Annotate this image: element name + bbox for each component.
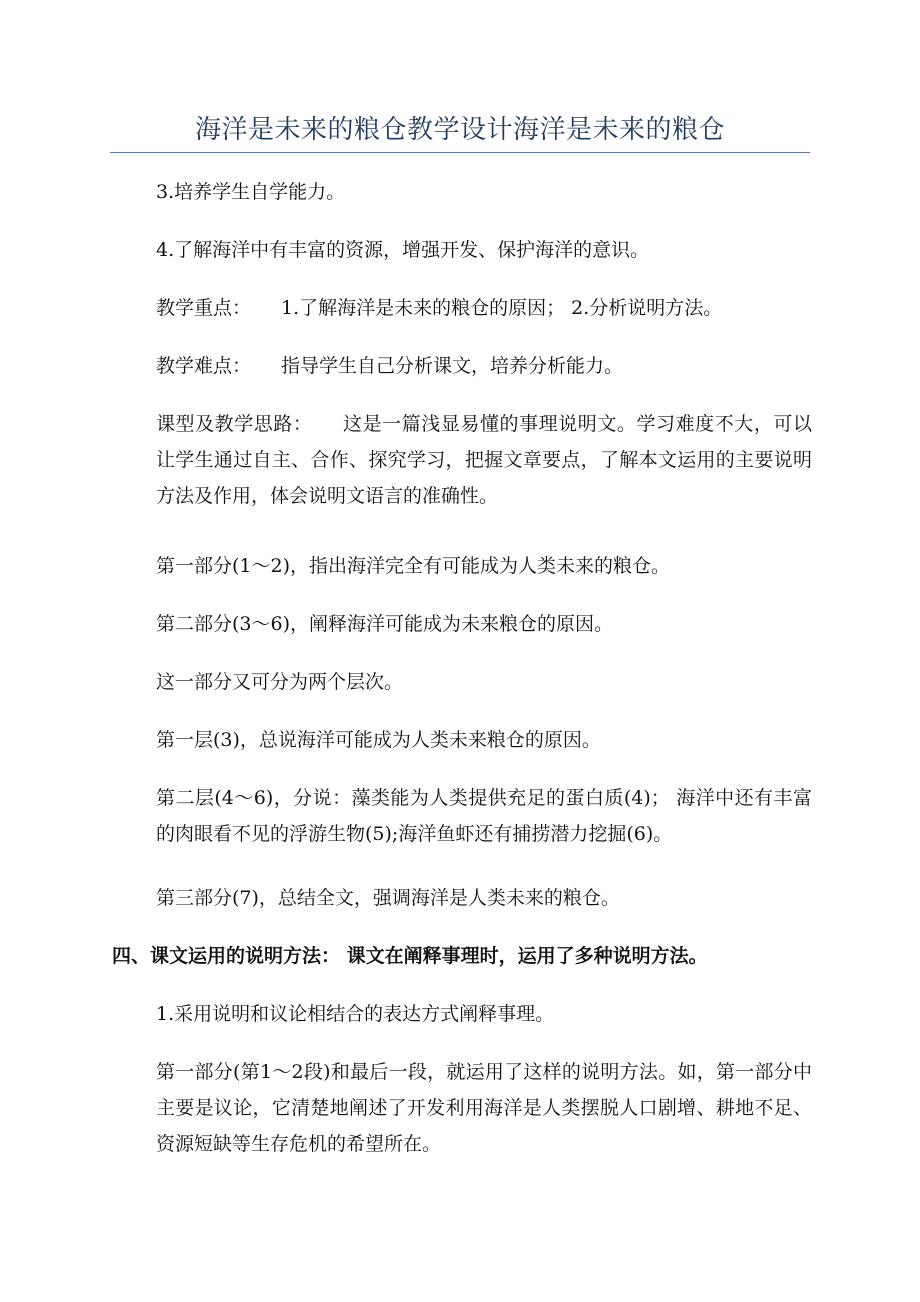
section-heading-methods: 四、课文运用的说明方法： 课文在阐释事理时，运用了多种说明方法。 [112,945,708,967]
paragraph-method-1-example: 第一部分(第1～2段)和最后一段，就运用了这样的说明方法。如，第一部分中主要是议论，它清楚地阐述了开发利用海洋是人类摆脱人口剧增、耕地不足、资源短缺等生存危机的希望所在。 [156,1061,812,1155]
paragraph-part-three: 第三部分(7)，总结全文，强调海洋是人类未来的粮仓。 [156,887,620,909]
lesson-approach-label: 课型及教学思路： [156,413,313,435]
paragraph-difficulty [112,348,812,384]
difficulty-label: 教学难点： [156,355,252,377]
paragraph-part-one: 第一部分(1～2)，指出海洋完全有可能成为人类未来的粮仓。 [156,555,671,577]
page-title: 海洋是未来的粮仓教学设计海洋是未来的粮仓 [194,115,725,145]
paragraph-objective-3: 3.培养学生自学能力。 [156,181,346,203]
key-points-text: 1.了解海洋是未来的粮仓的原因； 2.分析说明方法。 [281,297,723,319]
key-points-label: 教学重点： [156,297,252,319]
paragraph-level-one: 第一层(3)，总说海洋可能成为人类未来粮仓的原因。 [156,729,601,751]
paragraph-key-points [112,290,812,326]
difficulty-text: 指导学生自己分析课文，培养分析能力。 [281,355,624,377]
paragraph-part-two: 第二部分(3～6)，阐释海洋可能成为未来粮仓的原因。 [156,613,614,635]
paragraph-method-1: 1.采用说明和议论相结合的表达方式阐释事理。 [156,1003,555,1025]
title-divider [110,152,810,153]
paragraph-lesson-approach [112,406,812,514]
paragraph-level-two: 第二层(4～6)，分说：藻类能为人类提供充足的蛋白质(4)； 海洋中还有丰富的肉眼看不见的浮游生物(5);海洋鱼虾还有捕捞潜力挖掘(6)。 [156,787,812,845]
paragraph-two-levels: 这一部分又可分为两个层次。 [156,671,404,693]
paragraph-objective-4: 4.了解海洋中有丰富的资源，增强开发、保护海洋的意识。 [156,239,650,261]
lesson-approach-text: 这是一篇浅显易懂的事理说明文。学习难度不大，可以让学生通过自主、合作、探究学习，把握文章要点，了解本文运用的主要说明方法及作用，体会说明文语言的准确性。 [156,413,812,507]
